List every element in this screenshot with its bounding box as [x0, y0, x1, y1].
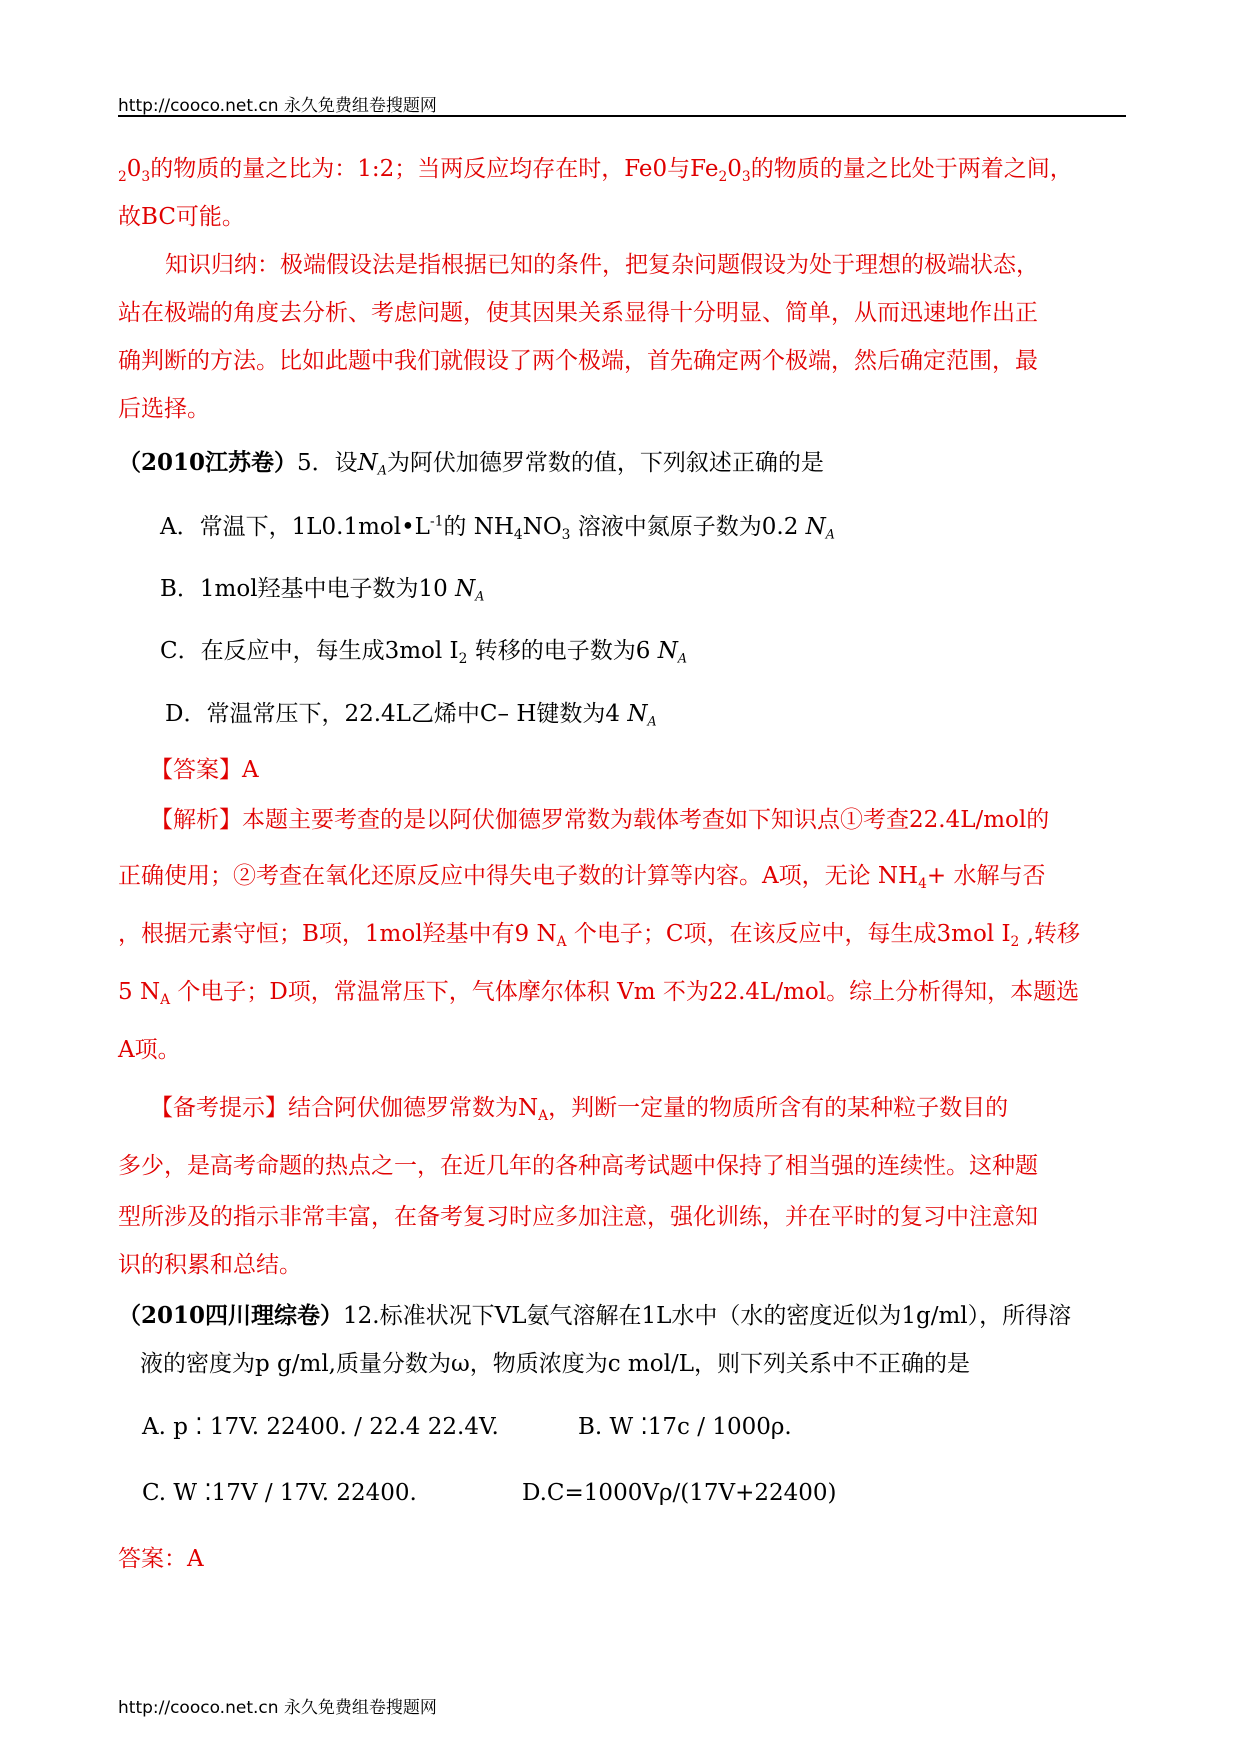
analysis-line-2: 正确使用；②考查在氧化还原反应中得失电子数的计算等内容。A项，无论 $NH_4+$ 水解与否: [118, 863, 1046, 892]
option-a: A．常温下，$1L0.1mol•L^{-1}$的 $NH_4NO_3$ 溶液中氮原子数为0.2 NA: [160, 513, 835, 543]
summary-line-4: 后选择。: [118, 396, 210, 422]
question-12-stem-2: 液的密度为p g/ml,质量分数为ω，物质浓度为c mol/L，则下列关系中不正确的是: [140, 1351, 970, 1377]
question-12-stem-1: （2010四川理综卷）12.标准状况下VL氨气溶解在1L水中（水的密度近似为1g/ml），所得溶: [118, 1302, 1072, 1329]
q12-option-d: D.C=1000Vρ/(17V+22400): [522, 1480, 837, 1506]
summary-line-1: 知识归纳：极端假设法是指根据已知的条件，把复杂问题假设为处于理想的极端状态，: [165, 252, 1039, 278]
q12-option-c: C. W ⁚17V / 17V. 22400.: [142, 1480, 417, 1506]
summary-line-3: 确判断的方法。比如此题中我们就假设了两个极端，首先确定两个极端，然后确定范围，最: [118, 348, 1038, 374]
question-5-stem: （2010江苏卷）5．设NA为阿伏加德罗常数的值，下列叙述正确的是: [118, 449, 824, 478]
option-d: D．常温常压下，22.4L乙烯中C– H键数为4 NA: [165, 701, 657, 729]
analysis-line-4: 5 $N_A$ 个电子；D项，常温常压下，气体摩尔体积 Vm 不为22.4L/mol。综上分析得知，本题选: [118, 979, 1080, 1008]
question-source: （2010四川理综卷）: [118, 1302, 344, 1329]
q12-option-a: A. p ⁚ 17V. 22400. / 22.4 22.4V.: [142, 1414, 499, 1440]
answer-5: 【答案】A: [150, 757, 259, 783]
tip-line-4: 识的积累和总结。: [118, 1252, 302, 1278]
option-c: C．在反应中，每生成3mol $I_2$ 转移的电子数为6 NA: [160, 638, 687, 667]
question-source: （2010江苏卷）: [118, 449, 298, 476]
continuation-line-1: $_20_3$的物质的量之比为：1:2；当两反应均存在时，Fe0与$Fe_20_3$的物质的量之比处于两着之间，: [118, 156, 1073, 185]
tip-line-1: 【备考提示】结合阿伏伽德罗常数为$N_A$，判断一定量的物质所含有的某种粒子数目的: [150, 1095, 1009, 1124]
page-footer: http://cooco.net.cn 永久免费组卷搜题网: [118, 1698, 437, 1718]
analysis-line-5: A项。: [118, 1037, 181, 1063]
tip-line-2: 多少，是高考命题的热点之一，在近几年的各种高考试题中保持了相当强的连续性。这种题: [118, 1153, 1038, 1179]
q12-option-b: B. W ⁚17c / 1000ρ.: [578, 1414, 792, 1440]
header-rule: [118, 115, 1126, 117]
answer-12: 答案：A: [118, 1546, 204, 1572]
analysis-line-3: ，根据元素守恒；B项，1mol羟基中有9 $N_A$ 个电子；C项，在该反应中，每生成3mol $I_2$ ,转移: [118, 921, 1080, 950]
summary-line-2: 站在极端的角度去分析、考虑问题，使其因果关系显得十分明显、简单，从而迅速地作出正: [118, 300, 1038, 326]
tip-line-3: 型所涉及的指示非常丰富，在备考复习时应多加注意，强化训练，并在平时的复习中注意知: [118, 1204, 1038, 1230]
continuation-line-2: 故BC可能。: [118, 204, 245, 230]
option-b: B．1mol羟基中电子数为10 NA: [160, 576, 485, 604]
analysis-line-1: 【解析】本题主要考查的是以阿伏伽德罗常数为载体考查如下知识点①考查22.4L/mol的: [150, 807, 1050, 833]
page-header: http://cooco.net.cn 永久免费组卷搜题网: [118, 96, 437, 116]
